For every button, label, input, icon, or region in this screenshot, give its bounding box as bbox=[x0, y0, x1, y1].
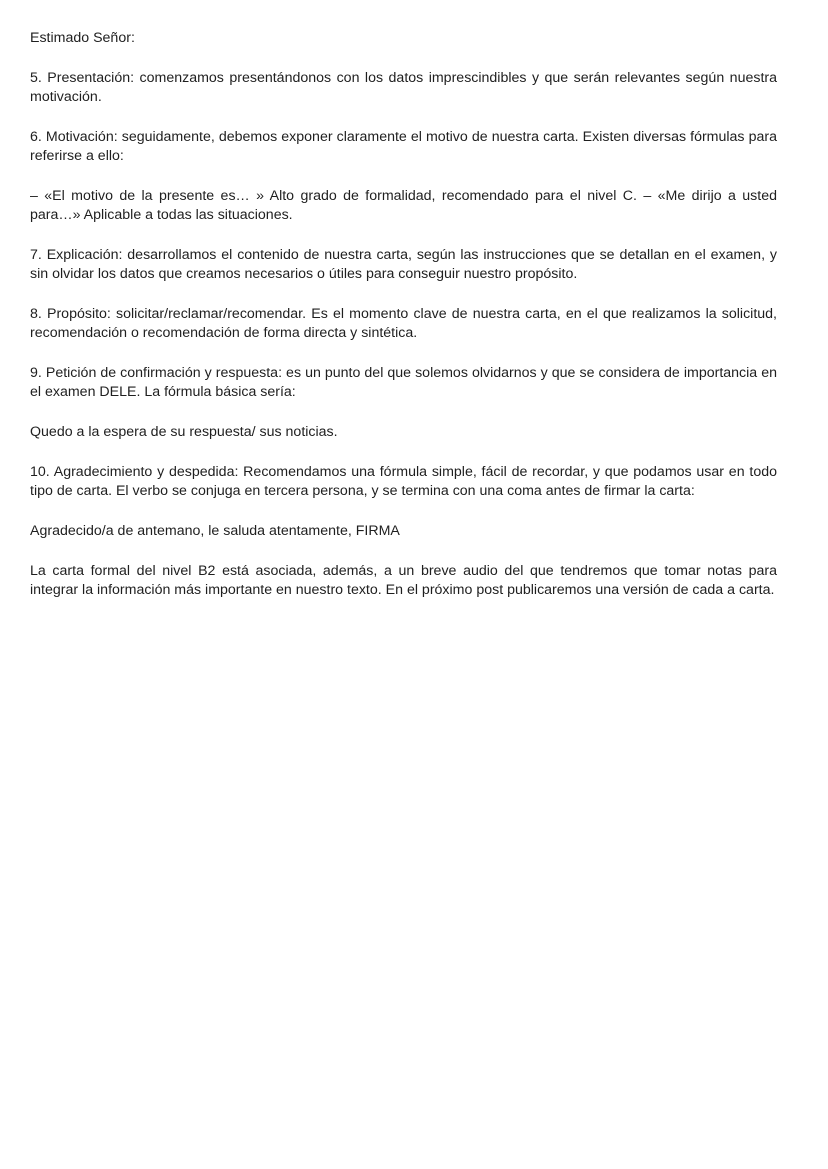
salutation: Estimado Señor: bbox=[30, 30, 135, 46]
paragraph-proposito: 8. Propósito: solicitar/reclamar/recomendar. Es el momento clave de nuestra carta, en el que realizamos la solicitud, recomendación o recomendación de forma directa y sintética. bbox=[30, 306, 777, 341]
paragraph-formulas: – «El motivo de la presente es… » Alto grado de formalidad, recomendado para el nivel C. – «Me dirijo a usted para…» Aplicable a todas las situaciones. bbox=[30, 188, 777, 223]
paragraph-quedo-a-la-espera: Quedo a la espera de su respuesta/ sus noticias. bbox=[30, 424, 338, 440]
paragraph-motivacion: 6. Motivación: seguidamente, debemos exponer claramente el motivo de nuestra carta. Existen diversas fórmulas para referirse a ello: bbox=[30, 129, 777, 164]
paragraph-peticion: 9. Petición de confirmación y respuesta: es un punto del que solemos olvidarnos y que se considera de importancia en el examen DELE. La fórmula básica sería: bbox=[30, 365, 777, 400]
paragraph-firma: Agradecido/a de antemano, le saluda atentamente, FIRMA bbox=[30, 523, 400, 539]
paragraph-presentacion: 5. Presentación: comenzamos presentándonos con los datos imprescindibles y que serán relevantes según nuestra motivación. bbox=[30, 70, 777, 105]
paragraph-explicacion: 7. Explicación: desarrollamos el contenido de nuestra carta, según las instrucciones que se detallan en el examen, y sin olvidar los datos que creamos necesarios o útiles para conseguir nuestro propósito. bbox=[30, 247, 777, 282]
paragraph-carta-formal-b2: La carta formal del nivel B2 está asociada, además, a un breve audio del que tendremos que tomar notas para integrar la información más importante en nuestro texto. En el próximo post publicaremos una versión de cada a carta. bbox=[30, 563, 777, 598]
document-page bbox=[30, 29, 777, 621]
paragraph-agradecimiento: 10. Agradecimiento y despedida: Recomendamos una fórmula simple, fácil de recordar, y que podamos usar en todo tipo de carta. El verbo se conjuga en tercera persona, y se termina con una coma antes de firmar la carta: bbox=[30, 464, 777, 499]
